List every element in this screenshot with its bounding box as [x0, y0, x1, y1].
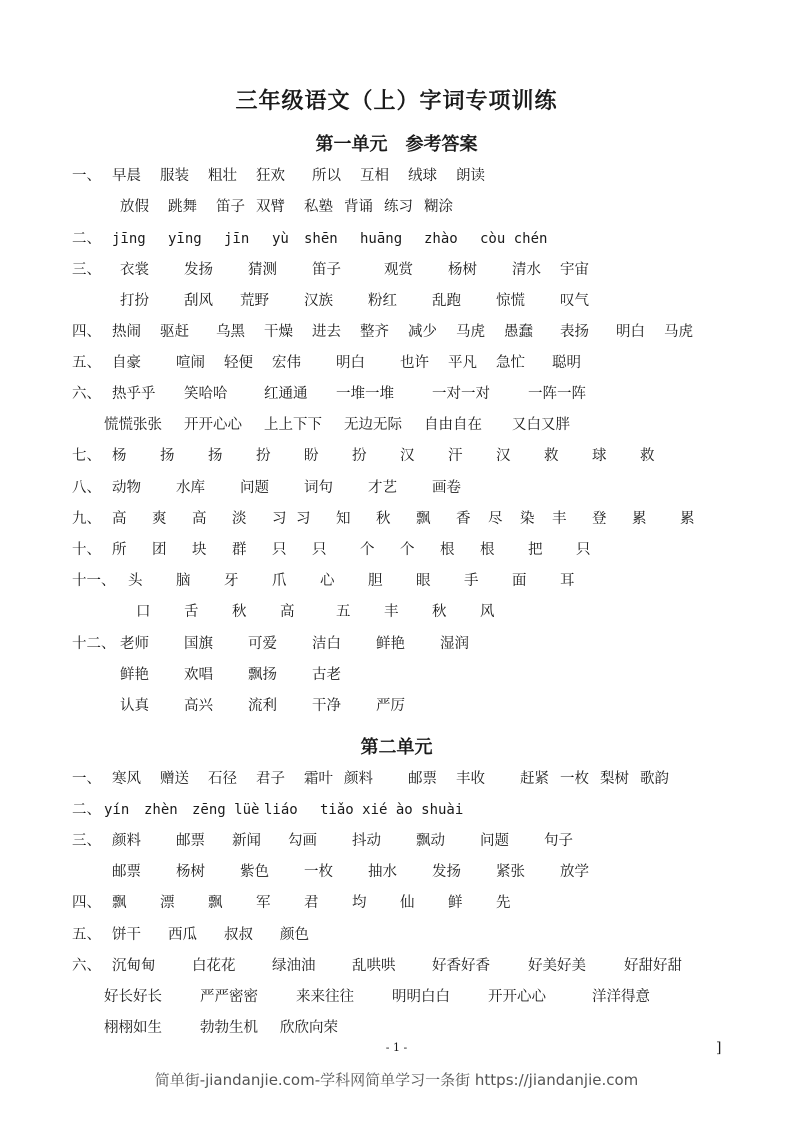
page-title: 三年级语文（上）字词专项训练 [235, 88, 558, 114]
answer-word: 一阵一阵 [528, 386, 586, 402]
unit2-row [0, 891, 793, 915]
answer-word: 救 [544, 448, 559, 464]
answer-word: 只 [312, 542, 327, 558]
answer-word: 好美好美 [528, 958, 586, 974]
answer-word: 干燥 [264, 324, 293, 340]
answer-word: 淡 [232, 511, 247, 527]
answer-word: 粗壮 [208, 168, 237, 184]
answer-word: 颜料 [112, 833, 141, 849]
answer-word: 轻便 [224, 355, 253, 371]
question-number: 六、 [72, 386, 101, 402]
answer-word: 动物 [112, 480, 141, 496]
answer-word: 汉族 [304, 293, 333, 309]
unit2-row [0, 954, 793, 978]
answer-word: 栩栩如生 [104, 1020, 162, 1036]
question-number: 二、 [72, 231, 101, 247]
answer-word: 乱哄哄 [352, 958, 396, 974]
answer-word: 汉 [400, 448, 415, 464]
answer-word: 早晨 [112, 168, 141, 184]
unit1-row [0, 351, 793, 375]
unit2-row [0, 860, 793, 884]
answer-word: 句子 [544, 833, 573, 849]
answer-word: 朗读 [456, 168, 485, 184]
answer-word: 手 [464, 573, 479, 589]
answer-word: 表扬 [560, 324, 589, 340]
answer-word: 猜测 [248, 262, 277, 278]
answer-word: 盼 [304, 448, 319, 464]
answer-word: yīng [168, 231, 202, 247]
answer-word: 白花花 [192, 958, 236, 974]
unit1-row [0, 600, 793, 624]
unit1-row [0, 663, 793, 687]
answer-word: 高 [192, 511, 207, 527]
answer-word: 严厉 [376, 698, 405, 714]
answer-word: 累 [680, 511, 695, 527]
answer-word: 好甜好甜 [624, 958, 682, 974]
question-number: 十一、 [72, 573, 116, 589]
answer-word: 明明白白 [392, 989, 450, 1005]
answer-word: 国旗 [184, 636, 213, 652]
answer-word: 急忙 [496, 355, 525, 371]
answer-word: 累 [632, 511, 647, 527]
answer-word: 干净 [312, 698, 341, 714]
answer-word: 笛子 [216, 199, 245, 215]
answer-word: 词句 [304, 480, 333, 496]
answer-word: 赠送 [160, 771, 189, 787]
answer-word: 五 [336, 604, 351, 620]
answer-word: 宏伟 [272, 355, 301, 371]
answer-word: 糊涂 [424, 199, 453, 215]
answer-word: 问题 [240, 480, 269, 496]
answer-word: 红通通 [264, 386, 308, 402]
answer-word: 好香好香 [432, 958, 490, 974]
answer-word: 个 [400, 542, 415, 558]
question-number: 十、 [72, 542, 101, 558]
answer-word: 鲜艳 [376, 636, 405, 652]
unit1-row [0, 444, 793, 468]
answer-word: 均 [352, 895, 367, 911]
answer-word: 热闹 [112, 324, 141, 340]
answer-word: 新闻 [232, 833, 261, 849]
answer-word: 梨树 [600, 771, 629, 787]
answer-word: 心 [320, 573, 335, 589]
answer-word: zhào [424, 231, 458, 247]
unit2-row [0, 1016, 793, 1040]
answer-word: 欣欣向荣 [280, 1020, 338, 1036]
unit1-heading: 第一单元 参考答案 [315, 134, 478, 155]
answer-word: 叔叔 [224, 927, 253, 943]
answer-word: 马虎 [664, 324, 693, 340]
answer-word: 扮 [256, 448, 271, 464]
answer-word: 笑哈哈 [184, 386, 228, 402]
answer-word: yín [104, 802, 130, 818]
question-number: 二、 [72, 802, 101, 818]
answer-word: 抽水 [368, 864, 397, 880]
answer-word: 西瓜 [168, 927, 197, 943]
answer-word: 只 [272, 542, 287, 558]
answer-word: 汗 [448, 448, 463, 464]
answer-word: 背诵 [344, 199, 373, 215]
answer-word: 所以 [312, 168, 341, 184]
answer-word: 邮票 [112, 864, 141, 880]
unit1-row [0, 164, 793, 188]
answer-word: 知 [336, 511, 351, 527]
answer-word: 扬 [160, 448, 175, 464]
unit1-row [0, 538, 793, 562]
answer-word: 只 [576, 542, 591, 558]
answer-word: 颜料 [344, 771, 373, 787]
answer-word: 丰收 [456, 771, 485, 787]
answer-word: shēn [304, 231, 338, 247]
page-number: - 1 - [385, 1041, 408, 1054]
answer-word: 也许 [400, 355, 429, 371]
answer-word: 秋 [376, 511, 391, 527]
answer-word: 高兴 [184, 698, 213, 714]
answer-word: 画卷 [432, 480, 461, 496]
answer-word: 减少 [408, 324, 437, 340]
answer-word: 衣裳 [120, 262, 149, 278]
answer-word: 香 [456, 511, 471, 527]
answer-word: 清水 [512, 262, 541, 278]
answer-word: 脑 [176, 573, 191, 589]
answer-word: 风 [480, 604, 495, 620]
answer-word: 驱赶 [160, 324, 189, 340]
unit2-row [0, 923, 793, 947]
answer-word: 打扮 [120, 293, 149, 309]
answer-word: 一堆一堆 [336, 386, 394, 402]
answer-word: 明白 [336, 355, 365, 371]
answer-word: 进去 [312, 324, 341, 340]
answer-word: 石径 [208, 771, 237, 787]
unit1-row [0, 569, 793, 593]
answer-word: 乌黑 [216, 324, 245, 340]
answer-word: 根 [480, 542, 495, 558]
answer-word: 眼 [416, 573, 431, 589]
answer-word: 服装 [160, 168, 189, 184]
unit1-row [0, 289, 793, 313]
answer-word: 秋 [232, 604, 247, 620]
unit1-row [0, 382, 793, 406]
answer-word: 习 [272, 511, 287, 527]
answer-word: 愚蠢 [504, 324, 533, 340]
answer-word: 面 [512, 573, 527, 589]
answer-word: liáo [264, 802, 298, 818]
answer-word: 鲜艳 [120, 667, 149, 683]
answer-word: 自由自在 [424, 417, 482, 433]
answer-word: 乱跑 [432, 293, 461, 309]
answer-word: 老师 [120, 636, 149, 652]
question-number: 五、 [72, 927, 101, 943]
answer-word: 一对一对 [432, 386, 490, 402]
answer-word: 高 [112, 511, 127, 527]
unit1-row [0, 507, 793, 531]
answer-word: 惊慌 [496, 293, 525, 309]
answer-word: 放学 [560, 864, 589, 880]
answer-word: 才艺 [368, 480, 397, 496]
answer-word: 汉 [496, 448, 511, 464]
answer-word: 丰 [384, 604, 399, 620]
answer-word: 杨树 [448, 262, 477, 278]
answer-word: 块 [192, 542, 207, 558]
answer-word: 霜叶 [304, 771, 333, 787]
answer-word: 飘扬 [248, 667, 277, 683]
answer-word: 狂欢 [256, 168, 285, 184]
answer-word: 平凡 [448, 355, 477, 371]
answer-word: 发扬 [432, 864, 461, 880]
answer-word: 马虎 [456, 324, 485, 340]
answer-word: 水库 [176, 480, 205, 496]
answer-word: 君子 [256, 771, 285, 787]
answer-word: 古老 [312, 667, 341, 683]
answer-word: 鲜 [448, 895, 463, 911]
answer-word: 观赏 [384, 262, 413, 278]
unit1-row [0, 694, 793, 718]
answer-word: 一枚 [560, 771, 589, 787]
answer-word: zēng lüè [192, 802, 260, 818]
answer-word: 私塾 [304, 199, 333, 215]
answer-word: 歌韵 [640, 771, 669, 787]
question-number: 六、 [72, 958, 101, 974]
answer-word: 群 [232, 542, 247, 558]
answer-word: 爽 [152, 511, 167, 527]
answer-word: 叹气 [560, 293, 589, 309]
question-number: 三、 [72, 262, 101, 278]
answer-word: 先 [496, 895, 511, 911]
answer-word: 邮票 [408, 771, 437, 787]
answer-word: 问题 [480, 833, 509, 849]
answer-word: 自豪 [112, 355, 141, 371]
answer-word: 洋洋得意 [592, 989, 650, 1005]
answer-word: 飘 [416, 511, 431, 527]
answer-word: 上上下下 [264, 417, 322, 433]
answer-word: 个 [360, 542, 375, 558]
answer-word: 飘 [112, 895, 127, 911]
unit1-row [0, 413, 793, 437]
answer-word: 扬 [208, 448, 223, 464]
answer-word: yù [272, 231, 289, 247]
answer-word: 洁白 [312, 636, 341, 652]
answer-word: 双臂 [256, 199, 285, 215]
answer-word: 赶紧 [520, 771, 549, 787]
unit2-row [0, 767, 793, 791]
answer-word: 爪 [272, 573, 287, 589]
answer-word: 球 [592, 448, 607, 464]
answer-word: 可爱 [248, 636, 277, 652]
answer-word: 染 [520, 511, 535, 527]
unit1-row [0, 632, 793, 656]
answer-word: 头 [128, 573, 143, 589]
question-number: 四、 [72, 895, 101, 911]
answer-word: 练习 [384, 199, 413, 215]
answer-word: 高 [280, 604, 295, 620]
unit1-row [0, 227, 793, 251]
answer-word: 一枚 [304, 864, 333, 880]
question-number: 十二、 [72, 636, 116, 652]
answer-word: 放假 [120, 199, 149, 215]
answer-word: 沉甸甸 [112, 958, 156, 974]
answer-word: 饼干 [112, 927, 141, 943]
answer-word: 秋 [432, 604, 447, 620]
answer-word: 杨树 [176, 864, 205, 880]
answer-word: 尽 [488, 511, 503, 527]
unit1-row [0, 476, 793, 500]
answer-word: 严严密密 [200, 989, 258, 1005]
answer-word: 勃勃生机 [200, 1020, 258, 1036]
answer-word: 胆 [368, 573, 383, 589]
question-number: 三、 [72, 833, 101, 849]
answer-word: 热乎乎 [112, 386, 156, 402]
answer-word: 登 [592, 511, 607, 527]
answer-word: 根 [440, 542, 455, 558]
answer-word: jīng [112, 231, 146, 247]
answer-word: 欢唱 [184, 667, 213, 683]
unit2-row [0, 829, 793, 853]
question-number: 四、 [72, 324, 101, 340]
answer-word: 团 [152, 542, 167, 558]
unit2-row [0, 798, 793, 822]
question-number: 一、 [72, 168, 101, 184]
answer-word: 来来往往 [296, 989, 354, 1005]
answer-word: 刮风 [184, 293, 213, 309]
answer-word: 习 [296, 511, 311, 527]
answer-word: còu chén [480, 231, 548, 247]
question-number: 五、 [72, 355, 101, 371]
answer-word: 慌慌张张 [104, 417, 162, 433]
answer-word: 军 [256, 895, 271, 911]
answer-word: 湿润 [440, 636, 469, 652]
answer-word: 粉红 [368, 293, 397, 309]
question-number: 七、 [72, 448, 101, 464]
answer-word: 飘 [208, 895, 223, 911]
answer-word: 宇宙 [560, 262, 589, 278]
answer-word: 颜色 [280, 927, 309, 943]
answer-word: 流利 [248, 698, 277, 714]
answer-word: 紧张 [496, 864, 525, 880]
answer-word: 笛子 [312, 262, 341, 278]
answer-word: 喧闹 [176, 355, 205, 371]
unit1-row [0, 320, 793, 344]
answer-word: 绿油油 [272, 958, 316, 974]
unit1-row [0, 195, 793, 219]
answer-word: 互相 [360, 168, 389, 184]
question-number: 八、 [72, 480, 101, 496]
answer-word: 整齐 [360, 324, 389, 340]
answer-word: zhèn [144, 802, 178, 818]
unit2-heading: 第二单元 [360, 737, 433, 758]
answer-word: 耳 [560, 573, 575, 589]
answer-word: 救 [640, 448, 655, 464]
answer-word: 邮票 [176, 833, 205, 849]
answer-word: jīn [224, 231, 250, 247]
answer-word: 荒野 [240, 293, 269, 309]
answer-word: 所 [112, 542, 127, 558]
answer-word: 寒风 [112, 771, 141, 787]
unit1-row [0, 258, 793, 282]
answer-word: 紫色 [240, 864, 269, 880]
answer-word: 口 [136, 604, 151, 620]
answer-word: 漂 [160, 895, 175, 911]
answer-word: 聪明 [552, 355, 581, 371]
answer-word: 飘动 [416, 833, 445, 849]
answer-word: 开开心心 [488, 989, 546, 1005]
answer-word: 牙 [224, 573, 239, 589]
footer-watermark: 简单街-jiandanjie.com-学科网简单学习一条街 https://jiandanjie.com [154, 1071, 639, 1089]
question-number: 九、 [72, 511, 101, 527]
answer-word: 丰 [552, 511, 567, 527]
answer-word: 发扬 [184, 262, 213, 278]
answer-word: tiǎo xié ào shuài [320, 802, 464, 818]
answer-word: 君 [304, 895, 319, 911]
page-edge-mark: ] [716, 1040, 722, 1056]
answer-word: 抖动 [352, 833, 381, 849]
answer-word: huāng [360, 231, 403, 247]
answer-word: 明白 [616, 324, 645, 340]
question-number: 一、 [72, 771, 101, 787]
answer-word: 舌 [184, 604, 199, 620]
answer-word: 仙 [400, 895, 415, 911]
answer-word: 无边无际 [344, 417, 402, 433]
answer-word: 又白又胖 [512, 417, 570, 433]
answer-word: 绒球 [408, 168, 437, 184]
answer-word: 杨 [112, 448, 127, 464]
answer-word: 跳舞 [168, 199, 197, 215]
answer-word: 把 [528, 542, 543, 558]
unit2-row [0, 985, 793, 1009]
answer-word: 勾画 [288, 833, 317, 849]
answer-word: 扮 [352, 448, 367, 464]
answer-word: 好长好长 [104, 989, 162, 1005]
answer-word: 认真 [120, 698, 149, 714]
answer-word: 开开心心 [184, 417, 242, 433]
